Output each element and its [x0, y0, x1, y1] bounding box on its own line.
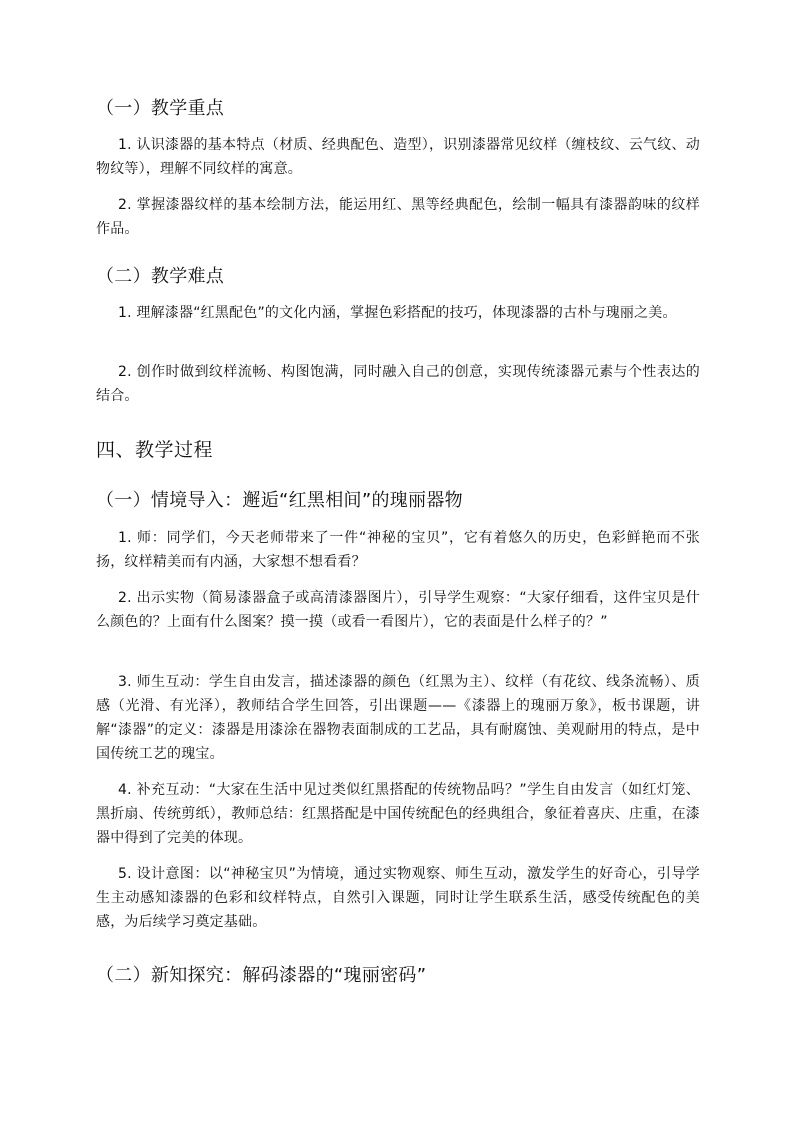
intro-item-2: 2. 出示实物（简易漆器盒子或高清漆器图片），引导学生观察：“大家仔细看，这件宝贝是什么颜色的？上面有什么图案？摸一摸（或看一看图片），它的表面是什么样子的？” [96, 590, 700, 630]
section-heading-exploration: （二）新知探究：解码漆器的“瑰丽密码” [96, 965, 427, 986]
intro-item-1: 1. 师：同学们，今天老师带来了一件“神秘的宝贝”，它有着悠久的历史，色彩鲜艳而不张扬，纹样精美而有内涵，大家想不想看看？ [96, 530, 700, 570]
difficulty-item-1: 1. 理解漆器“红黑配色”的文化内涵，掌握色彩搭配的技巧，体现漆器的古朴与瑰丽之美。 [118, 305, 677, 321]
intro-item-4: 4. 补充互动：“大家在生活中见过类似红黑搭配的传统物品吗？”学生自由发言（如红灯笼、黑折扇、传统剪纸），教师总结：红黑搭配是中国传统配色的经典组合，象征着喜庆、庄重，在漆器中得到了完美的体现。 [96, 782, 700, 846]
section-heading-introduction: （一）情境导入：邂逅“红黑相间”的瑰丽器物 [96, 490, 463, 511]
intro-item-3: 3. 师生互动：学生自由发言，描述漆器的颜色（红黑为主）、纹样（有花纹、线条流畅）、质感（光滑、有光泽），教师结合学生回答，引出课题——《漆器上的瑰丽万象》，板书课题，讲解“漆器”的定义：漆器是用漆涂在器物表面制成的工艺品，具有耐腐蚀、美观耐用的特点，是中国传统工艺的瑰宝。 [96, 674, 700, 762]
focus-item-2: 2. 掌握漆器纹样的基本绘制方法，能运用红、黑等经典配色，绘制一幅具有漆器韵味的纹样作品。 [96, 197, 700, 237]
difficulty-item-2: 2. 创作时做到纹样流畅、构图饱满，同时融入自己的创意，实现传统漆器元素与个性表达的结合。 [96, 364, 700, 404]
focus-item-1: 1. 认识漆器的基本特点（材质、经典配色、造型），识别漆器常见纹样（缠枝纹、云气纹、动物纹等），理解不同纹样的寓意。 [96, 137, 700, 177]
section-heading-teaching-focus: （一）教学重点 [96, 98, 225, 119]
section-heading-teaching-difficulty: （二）教学难点 [96, 266, 225, 287]
section-heading-process: 四、教学过程 [96, 439, 214, 461]
intro-item-5: 5. 设计意图：以“神秘宝贝”为情境，通过实物观察、师生互动，激发学生的好奇心，引导学生主动感知漆器的色彩和纹样特点，自然引入课题，同时让学生联系生活，感受传统配色的美感，为后续学习奠定基础。 [96, 866, 700, 930]
